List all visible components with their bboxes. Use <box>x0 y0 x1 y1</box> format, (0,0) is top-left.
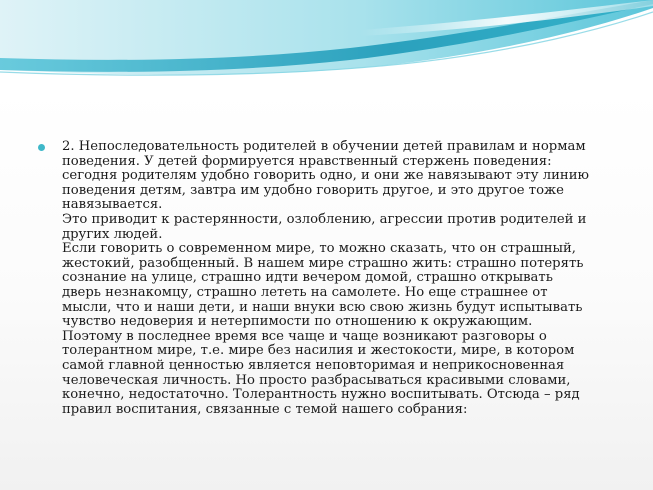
text-line: самой главной ценностью является неповторимая и неприкосновенная <box>62 357 565 373</box>
text-line: навязывается. <box>62 197 163 213</box>
text-line: других людей. <box>62 226 163 242</box>
content-area <box>38 140 623 450</box>
header-wave-decoration <box>0 0 653 110</box>
text-line: 2. Непоследовательность родителей в обучении детей правилам и нормам <box>62 140 586 154</box>
body-paragraph <box>62 140 622 417</box>
text-line: Поэтому в последнее время все чаще и чаще возникают разговоры о <box>62 328 547 344</box>
text-line: сегодня родителям удобно говорить одно, и они же навязывают эту линию <box>62 168 589 184</box>
text-line: Это приводит к растерянности, озлоблению, агрессии против родителей и <box>62 211 587 227</box>
text-line: конечно, недостаточно. Толерантность нужно воспитывать. Отсюда – ряд <box>62 387 580 403</box>
bullet-dot-icon <box>38 144 45 151</box>
text-line: дверь незнакомцу, страшно лететь на самолете. Но еще страшнее от <box>62 284 548 300</box>
text-line: чувство недоверия и нетерпимости по отношению к окружающим. <box>62 314 533 330</box>
text-line: сознание на улице, страшно идти вечером домой, страшно открывать <box>62 270 553 286</box>
text-line: правил воспитания, связанные с темой нашего собрания: <box>62 401 468 417</box>
text-line: мысли, что и наши дети, и наши внуки всю свою жизнь будут испытывать <box>62 299 583 315</box>
text-line: поведения. У детей формируется нравственный стержень поведения: <box>62 153 552 169</box>
text-line: жестокий, разобщенный. В нашем мире страшно жить: страшно потерять <box>62 255 584 271</box>
text-line: Если говорить о современном мире, то можно сказать, что он страшный, <box>62 241 576 257</box>
text-line: поведения детям, завтра им удобно говорить другое, и это другое тоже <box>62 182 564 198</box>
text-line: человеческая личность. Но просто разбрасываться красивыми словами, <box>62 372 571 388</box>
text-line: толерантном мире, т.е. мире без насилия и жестокости, мире, в котором <box>62 343 575 359</box>
